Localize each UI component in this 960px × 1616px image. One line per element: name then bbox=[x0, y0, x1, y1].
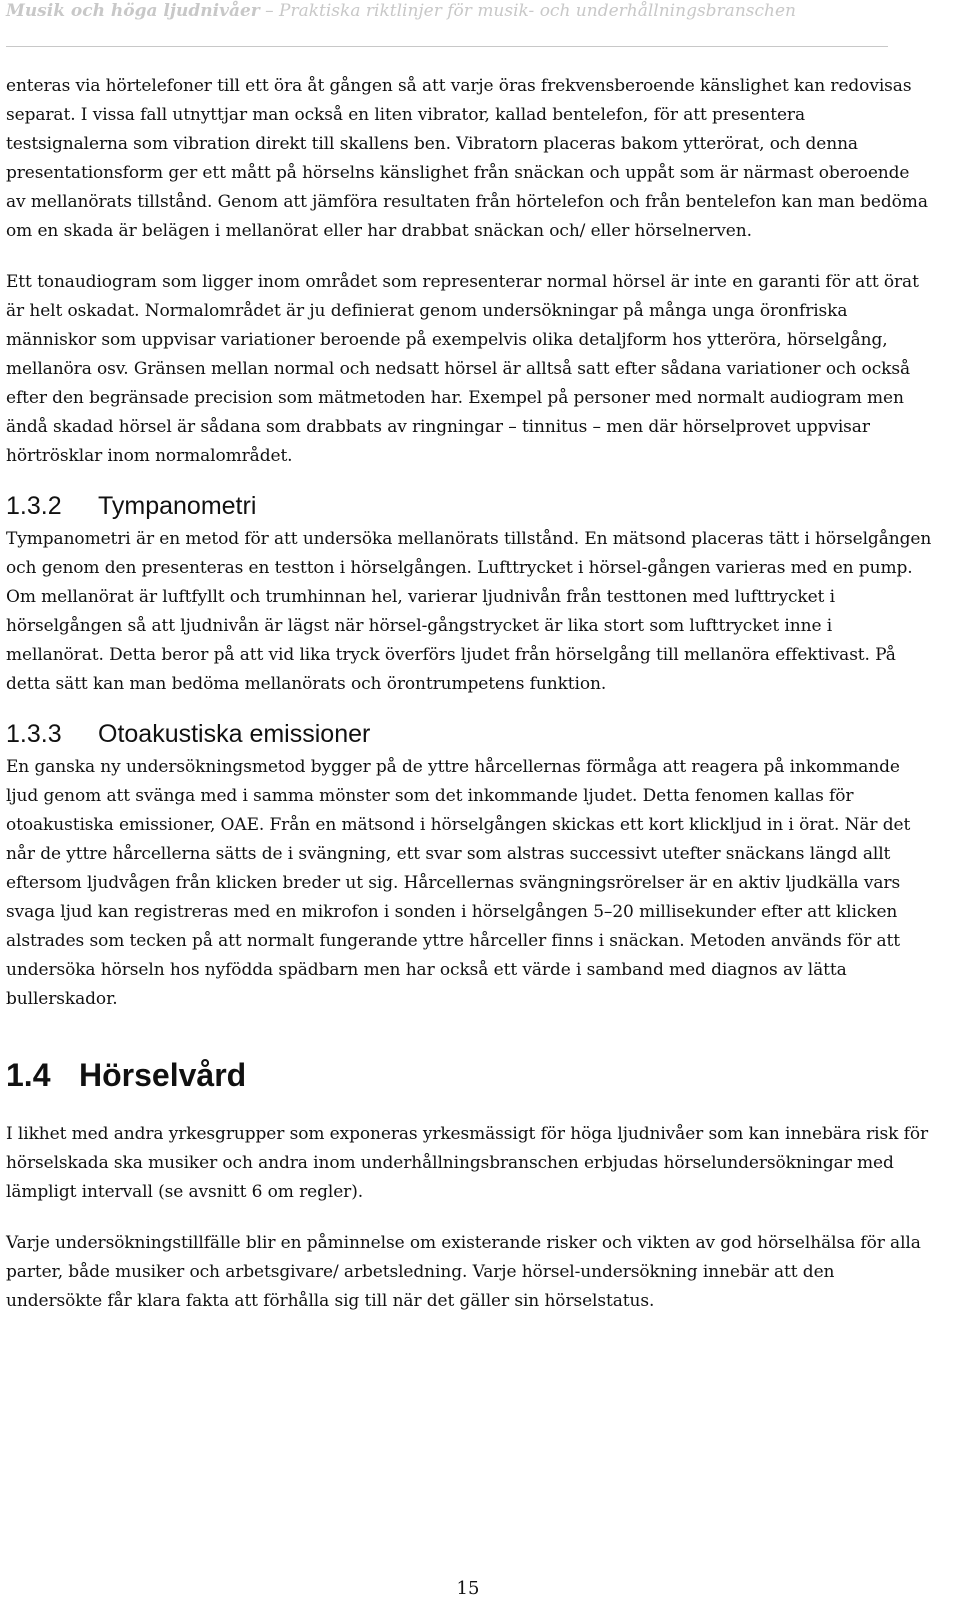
section-number: 1.3.3 bbox=[6, 720, 62, 748]
paragraph-tympanometri: Tympanometri är en metod för att undersöka mellanörats tillstånd. En mätsond placeras tätt i hörselgången och genom den presenteras en testton i hörselgången. Lufttrycket i hörsel-gången varieras med en pump. Om mellanörat är luftfyllt och trumhinnan hel, varierar ljudnivån från testtonen med lufttrycket i hörselgången så att ljudnivån är lägst när hörsel-gångstrycket är lika stort som lufttrycket inne i mellanörat. Detta beror på att vid lika tryck överförs ljudet från hörselgång till mellanöra effektivast. På detta sätt kan man bedöma mellanörats och örontrumpetens funktion. bbox=[6, 529, 932, 694]
header-title: Musik och höga ljudnivåer bbox=[6, 1, 260, 21]
chapter-title: Hörselvård bbox=[79, 1057, 247, 1093]
page-number: 15 bbox=[456, 1578, 480, 1599]
paragraph-normal-audiogram: Ett tonaudiogram som ligger inom området som representerar normal hörsel är inte en garanti för att örat är helt oskadat. Normalområdet är ju definierat genom undersökningar på många unga öronfriska människor som uppvisar variationer beroende på exempelvis olika detaljform hos ytteröra, hörselgång, mellanöra osv. Gränsen mellan normal och nedsatt hörsel är alltså satt efter sådana variationer och också efter den begränsade precision som mätmetoden har. Exempel på personer med normalt audiogram men ändå skadad hörsel är sådana som drabbats av ringningar – tinnitus – men där hörselprovet uppvisar hörtrösklar inom normalområdet. bbox=[6, 272, 919, 466]
section-heading-tympanometri bbox=[6, 491, 932, 521]
paragraph-otoakustiska: En ganska ny undersökningsmetod bygger på de yttre hårcellernas förmåga att reagera på inkommande ljud genom att svänga med i samma mönster som det inkommande ljudet. Detta fenomen kallas för otoakustiska emissioner, OAE. Från en mätsond i hörselgången skickas ett kort klickljud in i örat. När det når de yttre hårcellerna sätts de i svängning, ett svar som alstras successivt utefter snäckans längd allt eftersom ljudvågen från klicken breder ut sig. Hårcellernas svängningsrörelser är en aktiv ljudkälla vars svaga ljud kan registreras med en mikrofon i sonden i hörselgången 5–20 millisekunder efter att klicken alstrades som tecken på att normalt fungerande yttre hårceller finns i snäckan. Metoden används för att undersöka hörseln hos nyfödda spädbarn men har också ett värde i samband med diagnos av lätta bullerskador. bbox=[6, 757, 911, 1009]
section-title: Otoakustiska emissioner bbox=[98, 720, 371, 748]
section-heading-otoakustiska bbox=[6, 719, 932, 749]
chapter-number: 1.4 bbox=[6, 1057, 51, 1093]
paragraph-hearing-test-continued: enteras via hörtelefoner till ett öra åt gången så att varje öras frekvensberoende känslighet kan redovisas separat. I vissa fall utnyttjar man också en liten vibrator, kallad bentelefon, för att presentera testsignalerna som vibration direkt till skallens ben. Vibratorn placeras bakom ytterörat, och denna presentationsform ger ett mått på hörselns känslighet från snäckan och uppåt som är närmast oberoende av mellanörats tillstånd. Genom att jämföra resultaten från hörtelefon och från bentelefon kan man bedöma om en skada är belägen i mellanörat eller har drabbat snäckan och/ eller hörselnerven. bbox=[6, 76, 928, 241]
header-divider bbox=[6, 46, 888, 47]
chapter-heading-horselvard bbox=[6, 1056, 932, 1094]
paragraph-horselvard-1: I likhet med andra yrkesgrupper som exponeras yrkesmässigt för höga ljudnivåer som kan innebära risk för hörselskada ska musiker och andra inom underhållningsbranschen erbjudas hörselundersökningar med lämpligt intervall (se avsnitt 6 om regler). bbox=[6, 1124, 929, 1202]
header-subtitle: – Praktiska riktlinjer för musik- och underhållningsbranschen bbox=[259, 1, 796, 21]
main-content bbox=[6, 72, 932, 1316]
section-title: Tympanometri bbox=[98, 492, 257, 520]
paragraph-horselvard-2: Varje undersökningstillfälle blir en påminnelse om existerande risker och vikten av god hörselhälsa för alla parter, både musiker och arbetsgivare/ arbetsledning. Varje hörsel-undersökning innebär att den undersökte får klara fakta att förhålla sig till när det gäller sin hörselstatus. bbox=[6, 1233, 921, 1311]
section-number: 1.3.2 bbox=[6, 492, 62, 520]
running-header bbox=[6, 0, 906, 22]
